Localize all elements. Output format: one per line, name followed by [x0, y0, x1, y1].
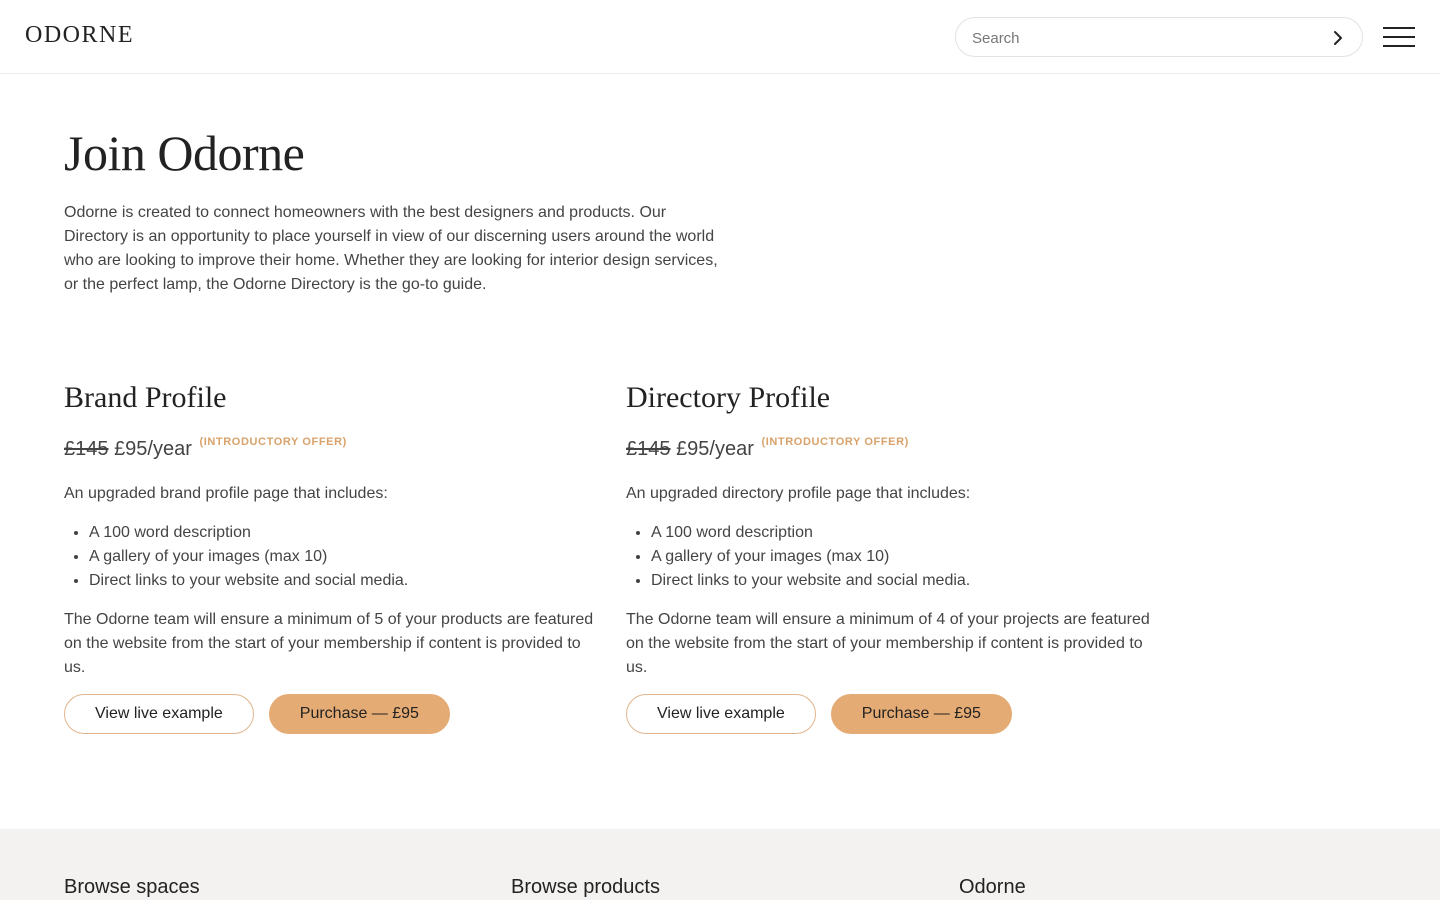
offer-badge: (INTRODUCTORY OFFER): [761, 436, 909, 448]
offer-badge: (INTRODUCTORY OFFER): [199, 436, 347, 448]
hamburger-menu-icon: [1383, 27, 1415, 47]
feature-item: • A 100 word description: [651, 521, 1166, 545]
view-live-example-button[interactable]: View live example: [626, 694, 816, 734]
old-price: £145: [626, 438, 671, 460]
feature-list: [64, 521, 604, 593]
current-price: £95/year: [676, 438, 754, 460]
card-note: The Odorne team will ensure a minimum of 5 of your products are featured on the website from the start of your membership if content is provided to us.: [64, 611, 594, 676]
feature-list: [626, 521, 1166, 593]
search-submit-button[interactable]: [1328, 28, 1348, 48]
site-header: [0, 0, 1440, 74]
brand-profile-card: [64, 378, 604, 734]
intro-text: Odorne is created to connect homeowners with the best designers and products. Our Directory is an opportunity to place yourself in view of our discerning users around the world who are looking to improve their home. Whether they are looking for interior design services, or the perfect lamp, the Odorne Directory is the go-to guide.: [64, 204, 718, 293]
site-logo[interactable]: ODORNE: [25, 22, 134, 48]
footer-heading-odorne[interactable]: Odorne: [959, 876, 1026, 898]
card-lead: An upgraded brand profile page that includes:: [64, 485, 388, 502]
card-actions: [626, 694, 1166, 734]
footer-heading-browse-products[interactable]: Browse products: [511, 876, 660, 898]
card-note: The Odorne team will ensure a minimum of 4 of your projects are featured on the website from the start of your membership if content is provided to us.: [626, 611, 1150, 676]
page-title: Join Odorne: [64, 125, 305, 181]
menu-button[interactable]: [1383, 27, 1415, 47]
view-live-example-button[interactable]: View live example: [64, 694, 254, 734]
chevron-right-icon: [1332, 30, 1344, 46]
search-bar: [955, 17, 1363, 57]
card-lead: An upgraded directory profile page that includes:: [626, 485, 971, 502]
feature-item: • A gallery of your images (max 10): [651, 545, 1166, 569]
purchase-button[interactable]: Purchase — £95: [269, 694, 450, 734]
card-title: Directory Profile: [626, 381, 831, 414]
feature-item: • A gallery of your images (max 10): [89, 545, 604, 569]
feature-item: • Direct links to your website and social media.: [89, 569, 604, 593]
site-footer: [0, 829, 1440, 900]
card-title: Brand Profile: [64, 381, 227, 414]
purchase-button[interactable]: Purchase — £95: [831, 694, 1012, 734]
current-price: £95/year: [114, 438, 192, 460]
old-price: £145: [64, 438, 109, 460]
card-actions: [64, 694, 604, 734]
search-input[interactable]: [972, 27, 1312, 49]
feature-item: • Direct links to your website and social media.: [651, 569, 1166, 593]
footer-heading-browse-spaces[interactable]: Browse spaces: [64, 876, 200, 898]
price-line: [64, 436, 604, 468]
feature-item: • A 100 word description: [89, 521, 604, 545]
price-line: [626, 436, 1166, 468]
directory-profile-card: [626, 378, 1166, 734]
